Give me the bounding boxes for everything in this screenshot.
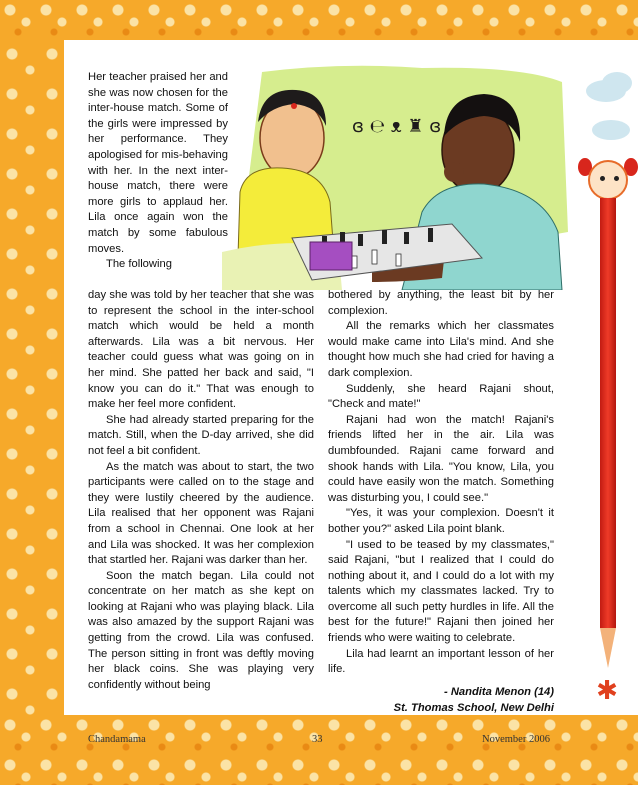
story-paragraph-began: Soon the match began. Lila could not concentrate on her match as she kept on looking at Rajani who was playing black. Lila was also amazed by the support Rajani was getting from the crowd. Lila was confused. The person sitting in front was deftly moving her black coins. She was playing very confidently without being: [88, 569, 314, 691]
doll-face-icon: [588, 160, 628, 200]
story-paragraph-suddenly: Suddenly, she heard Rajani shout, "Check and mate!": [328, 382, 554, 411]
story-paragraph-lesson: Lila had learnt an important lesson of her life.: [328, 647, 554, 676]
story-paragraph-continuation: bothered by anything, the least bit by her complexion.: [328, 289, 554, 317]
footer-issue: November 2006: [482, 734, 550, 745]
story-paragraph-start: As the match was about to start, the two participants were called on to the stage and they were lustily cheered by the audience. Lila realised that her opponent was Rajani from a school in Chennai. One look at her and Lila was shocked. It was her complexion that startled her. Rajani was darker than her.: [88, 460, 314, 567]
chess-illustration: [222, 42, 572, 290]
story-paragraph-remarks: All the remarks which her classmates would make came into Lila's mind. And she thought how much she had cried for having a dark complexion.: [328, 320, 554, 379]
footer-page-number: 33: [312, 734, 323, 745]
column-right: [328, 288, 554, 716]
byline-author: - Nandita Menon (14): [443, 685, 554, 698]
top-floral-border: [0, 0, 638, 40]
pencil-body: [600, 198, 616, 628]
dancing-figure-icon: ✱: [596, 676, 618, 706]
pencil-tip-icon: [600, 628, 616, 668]
story-paragraph-yes: "Yes, it was your complexion. Doesn't it bother you?" asked Lila point blank.: [328, 507, 554, 535]
story-paragraph-teased: "I used to be teased by my classmates," said Rajani, "but I realized that I could do nothing about it, and I could do a lot with my talents which my classmates lacked. Try to overcome all such petty hurdles in life. All the best for the future!" Rajani then joined her friends who were waiting to celebrate.: [328, 538, 554, 645]
story-paragraph-won: Rajani had won the match! Rajani's friends lifted her in the air. Lila was dumbfounded. Rajani came forward and shook hands with Lila. "You know, Lila, you could have easily won the match. Something was disturbing you, I could see.": [328, 413, 554, 504]
column-left: [88, 288, 314, 693]
story-paragraph-following-start: The following: [106, 258, 172, 271]
svg-text:ɞ ℮ ᴥ ♜ ɞ: ɞ ℮ ᴥ ♜ ɞ: [352, 116, 442, 137]
left-floral-border: [0, 0, 64, 785]
column-left-top: [88, 70, 228, 273]
byline-school: St. Thomas School, New Delhi: [393, 701, 554, 714]
pencil-doll-decoration: [580, 150, 636, 710]
chess-illustration-svg: [222, 42, 572, 290]
story-paragraph-intro: Her teacher praised her and she was now chosen for the inter-house match. Some of the girls were impressed by her performance. They apologised for mis-behaving with her. In the next inter-house match, there were more girls to applaud her. Lila once again won the match by some fabulous moves.: [88, 71, 228, 255]
story-paragraph-following-rest: day she was told by her teacher that she was to represent the school in the inter-school match which would be held a month afterwards. Lila was a bit nervous. Her teacher could guess what was going on in her mind. She patted her back and said, "I know you can do it." That was enough to make her feel more confident.: [88, 289, 314, 411]
bottom-floral-border: [0, 715, 638, 785]
footer-magazine: Chandamama: [88, 734, 146, 745]
story-paragraph-prepare: She had already started preparing for the match. Still, when the D-day arrived, she did not feel a bit confident.: [88, 413, 314, 457]
